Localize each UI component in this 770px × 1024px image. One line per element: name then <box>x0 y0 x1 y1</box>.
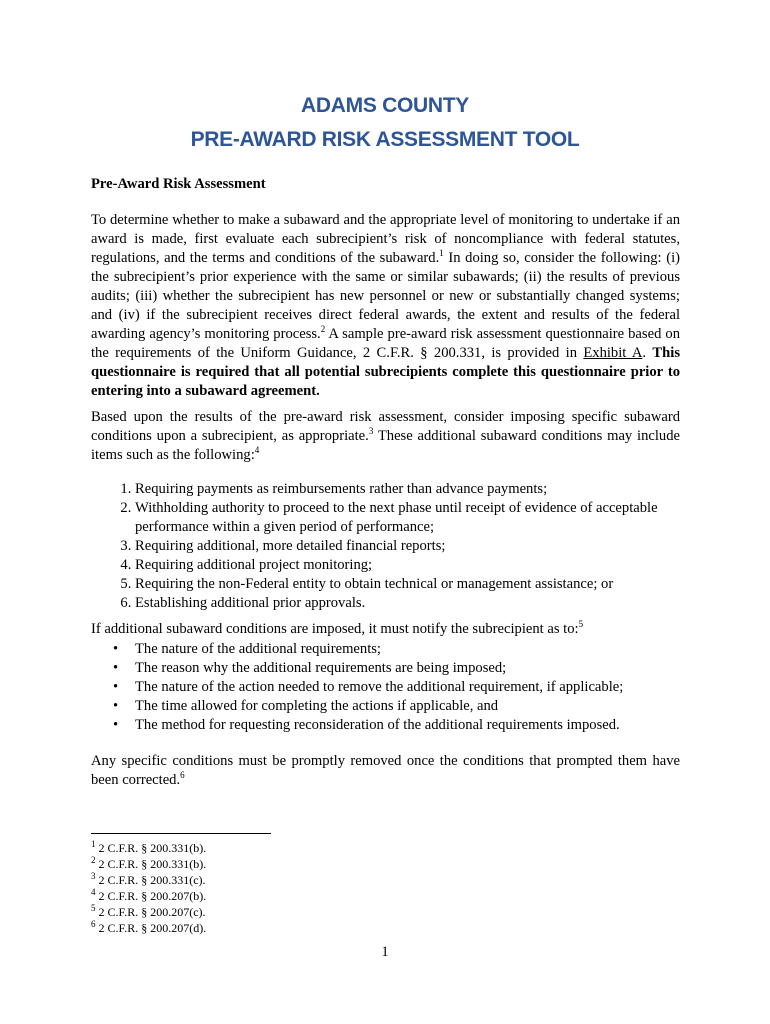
footnote-number: 4 <box>91 887 96 897</box>
footnote-text: 2 C.F.R. § 200.207(d). <box>95 921 207 935</box>
list-item: • The reason why the additional requirements are being imposed; <box>135 659 725 678</box>
footnote-item <box>91 920 206 936</box>
footnote-ref-3[interactable]: 3 <box>368 426 374 437</box>
list-item: 4. Requiring additional project monitoring; <box>135 556 725 575</box>
notification-bullet-list <box>91 640 725 735</box>
page-number: 1 <box>381 944 389 960</box>
footnote-text: 2 C.F.R. § 200.331(b). <box>95 841 207 855</box>
footnote-item <box>91 872 206 888</box>
paragraph-subaward-conditions <box>91 408 680 465</box>
paragraph-risk-evaluation <box>91 211 680 401</box>
footnote-ref-2[interactable]: 2 <box>320 324 326 335</box>
footnote-item <box>91 840 206 856</box>
footnote-number: 3 <box>91 871 96 881</box>
p1-text-c: A sample pre-award risk assessment questionnaire based on the requirements of the Uniform Guidance, 2 C.F.R. § 200.331, is provided in <box>91 326 680 361</box>
list-item: 3. Requiring additional, more detailed financial reports; <box>135 537 725 556</box>
footnote-ref-6[interactable]: 6 <box>180 770 185 781</box>
footnote-text: 2 C.F.R. § 200.207(c). <box>95 905 206 919</box>
list-item: 6. Establishing additional prior approvals. <box>135 594 725 613</box>
paragraph-remove-conditions <box>91 752 680 790</box>
footnote-number: 1 <box>91 839 96 849</box>
title-county: ADAMS COUNTY <box>301 94 469 117</box>
footnote-item <box>91 904 206 920</box>
p2-text-b: These additional subaward conditions may include items such as the following: <box>91 428 680 463</box>
list-item: • The time allowed for completing the actions if applicable, and <box>135 697 725 716</box>
footnote-ref-4[interactable]: 4 <box>254 445 260 456</box>
footnote-text: 2 C.F.R. § 200.331(c). <box>95 873 206 887</box>
title-tool: PRE-AWARD RISK ASSESSMENT TOOL <box>190 128 580 151</box>
list-item: • The method for requesting reconsideration of the additional requirements imposed. <box>135 716 725 735</box>
footnotes <box>91 840 206 936</box>
footnote-number: 6 <box>91 919 96 929</box>
paragraph-notify-intro <box>91 620 681 639</box>
footnote-item <box>91 856 206 872</box>
footnote-number: 5 <box>91 903 96 913</box>
p1-text-b: In doing so, consider the following: (i) the subrecipient’s prior experience with the same or similar subawards; (ii) the results of previous audits; (iii) whether the subrecipient has new personnel or new or substantially changed systems; and (iv) if the subrecipient receives direct federal awards, the extent and results of the federal awarding agency’s monitoring process. <box>91 250 680 342</box>
list-item: • The nature of the additional requirements; <box>135 640 725 659</box>
p4-text: Any specific conditions must be promptly removed once the conditions that prompted them have been corrected. <box>91 753 680 788</box>
exhibit-a-link[interactable]: Exhibit A <box>583 345 643 361</box>
footnote-text: 2 C.F.R. § 200.207(b). <box>95 889 207 903</box>
p2-text-a: Based upon the results of the pre-award risk assessment, consider imposing specific subaward conditions upon a subrecipient, as appropriate. <box>91 409 680 444</box>
footnote-ref-1[interactable]: 1 <box>439 248 444 259</box>
list-item: 5. Requiring the non-Federal entity to obtain technical or management assistance; or <box>135 575 725 594</box>
section-heading: Pre-Award Risk Assessment <box>91 176 266 192</box>
footnote-divider <box>91 833 271 834</box>
footnote-item <box>91 888 206 904</box>
conditions-numbered-list <box>91 480 725 613</box>
p1-text-d: . <box>642 345 653 361</box>
p1-bold-requirement: This questionnaire is required that all potential subrecipients complete this questionnaire prior to entering into a subaward agreement. <box>91 345 681 399</box>
list-item: 1. Requiring payments as reimbursements rather than advance payments; <box>135 480 725 499</box>
list-item: 2. Withholding authority to proceed to the next phase until receipt of evidence of acceptable performance within a given period of performance; <box>135 499 725 537</box>
footnote-number: 2 <box>91 855 96 865</box>
footnote-text: 2 C.F.R. § 200.331(b). <box>95 857 207 871</box>
p3-text: If additional subaward conditions are imposed, it must notify the subrecipient as to: <box>91 621 579 637</box>
p1-text-a: To determine whether to make a subaward and the appropriate level of monitoring to undertake if an award is made, first evaluate each subrecipient’s risk of noncompliance with federal statutes, regulations, and the terms and conditions of the subaward. <box>91 212 680 266</box>
footnote-ref-5[interactable]: 5 <box>578 619 584 630</box>
list-item: • The nature of the action needed to remove the additional requirement, if applicable; <box>135 678 725 697</box>
